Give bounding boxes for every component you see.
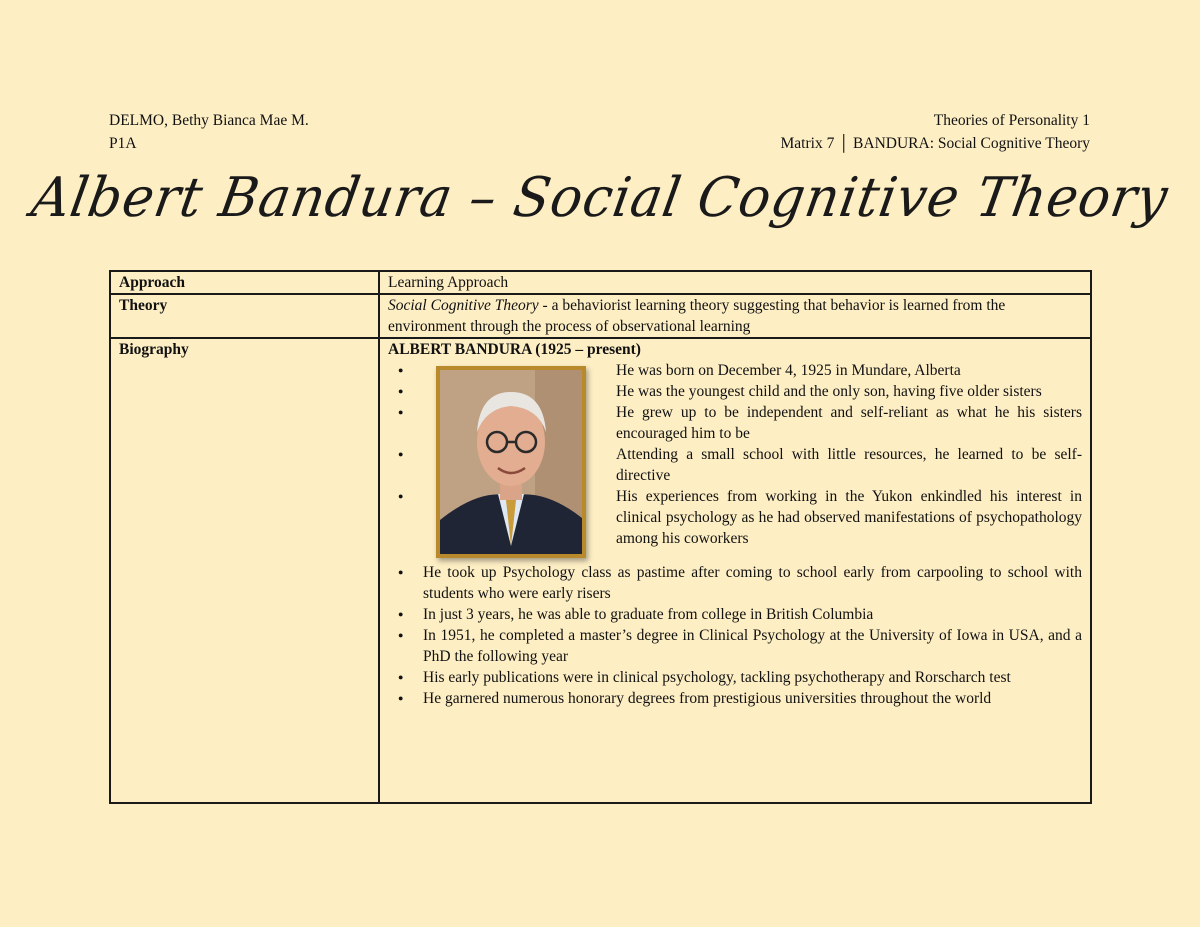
list-item: ● He grew up to be independent and self-reliant as what he his sisters encouraged him to be xyxy=(388,402,1082,444)
biography-bullets-lower xyxy=(388,562,1082,709)
theory-name: Social Cognitive Theory xyxy=(388,297,539,314)
list-item: ● Attending a small school with little resources, he learned to be self-directive xyxy=(388,444,1082,486)
matrix-label: Matrix 7 │ BANDURA: Social Cognitive Theory xyxy=(780,135,1090,152)
table-row-approach xyxy=(110,271,1091,294)
list-item: ● He was the youngest child and the only son, having five older sisters xyxy=(388,381,1082,402)
header-left xyxy=(109,109,309,155)
list-item: ● He took up Psychology class as pastime after coming to school early from carpooling to school with students who were early risers xyxy=(388,562,1082,604)
list-item: ● His early publications were in clinical psychology, tackling psychotherapy and Rorscharch test xyxy=(388,667,1082,688)
list-item: ● In just 3 years, he was able to graduate from college in British Columbia xyxy=(388,604,1082,625)
list-item: ● In 1951, he completed a master’s degree in Clinical Psychology at the University of Iowa in USA, and a PhD the following year xyxy=(388,625,1082,667)
biography-bullets-upper xyxy=(388,360,1082,549)
approach-label: Approach xyxy=(110,271,379,294)
theory-label: Theory xyxy=(110,294,379,338)
approach-value: Learning Approach xyxy=(379,271,1091,294)
theory-description: - a behaviorist learning theory suggesting that behavior is learned from the environment through the process of observational learning xyxy=(388,297,1006,335)
student-name: DELMO, Bethy Bianca Mae M. xyxy=(109,112,309,129)
list-item: ● He was born on December 4, 1925 in Mundare, Alberta xyxy=(388,360,1082,381)
list-item: ● His experiences from working in the Yukon enkindled his interest in clinical psychology as he had observed manifestations of psychopathology among his coworkers xyxy=(388,486,1082,549)
biography-value xyxy=(379,338,1091,803)
list-item: ● He garnered numerous honorary degrees from prestigious universities throughout the world xyxy=(388,688,1082,709)
table-row-theory xyxy=(110,294,1091,338)
course-title: Theories of Personality 1 xyxy=(933,112,1090,129)
matrix-table xyxy=(109,270,1092,804)
student-section: P1A xyxy=(109,135,137,152)
biography-heading: ALBERT BANDURA (1925 – present) xyxy=(388,341,641,358)
header-right xyxy=(781,109,1090,155)
table-row-biography xyxy=(110,338,1091,803)
page-title: Albert Bandura – Social Cognitive Theory xyxy=(27,166,1173,230)
theory-value xyxy=(379,294,1091,338)
biography-label: Biography xyxy=(110,338,379,803)
